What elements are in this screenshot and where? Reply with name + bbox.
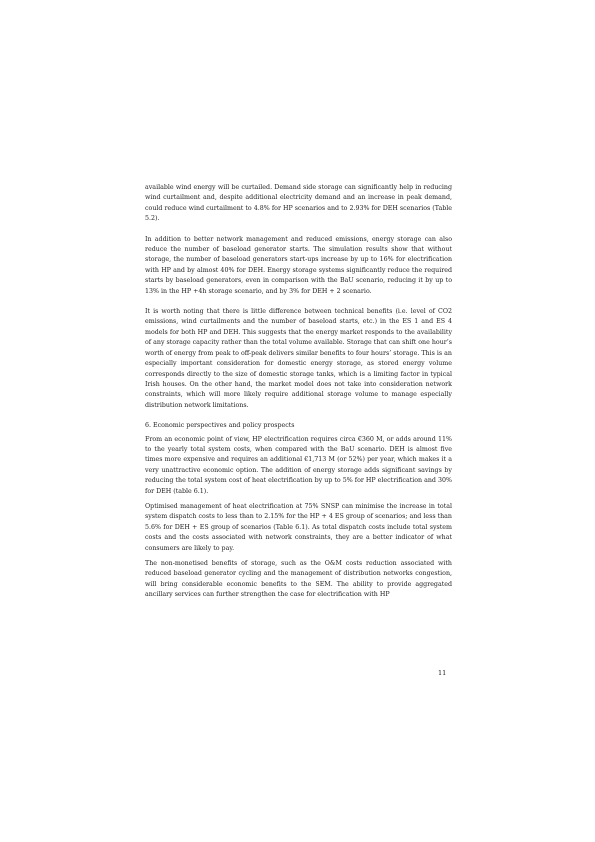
paragraph-economic-view: From an economic point of view, HP electrification requires circa €360 M, or adds around 11% to the yearly total system costs, when compared with the BaU scenario. DEH is almost five times more expensive and requires an additional €1,713 M (or 52%) per year, which makes it a very unattractive economic option. The addition of energy storage adds significant savings by reducing the total system cost of heat electrification by up to 5% for HP electrification and 30% for DEH (table 6.1). <box>145 435 452 495</box>
section-heading: 6. Economic perspectives and policy prospects <box>145 422 295 430</box>
paragraph-wind-curtailment: available wind energy will be curtailed. Demand side storage can significantly help in reducing wind curtailment and, despite additional electricity demand and an increase in peak demand, could reduce wind curtailment to 4.8% for HP scenarios and to 2.93% for DEH scenarios (Table 5.2). <box>145 184 452 223</box>
paragraph-non-monetised-benefits: The non-monetised benefits of storage, such as the O&M costs reduction associated with reduced baseload generator cycling and the management of distribution networks congestion, will bring considerable economic benefits to the SEM. The ability to provide aggregated ancillary services can further strengthen the case for electrification with HP <box>145 560 452 599</box>
page-body <box>145 183 452 606</box>
paragraph-optimised-management: Optimised management of heat electrification at 75% SNSP can minimise the increase in total system dispatch costs to less than to 2.15% for the HP + 4 ES group of scenarios; and less than 5.6% for DEH + ES group of scenarios (Table 6.1). As total dispatch costs include total system costs and the costs associated with network constraints, they are a better indicator of what consumers are likely to pay. <box>145 502 452 552</box>
paragraph-technical-benefits: It is worth noting that there is little difference between technical benefits (i.e. level of CO2 emissions, wind curtailments and the number of baseload starts, etc.) in the ES 1 and ES 4 models for both HP and DEH. This suggests that the energy market responds to the availability of any storage capacity rather than the total volume available. Storage that can shift one hour’s worth of energy from peak to off-peak delivers similar benefits to four hours’ storage. This is an especially important consideration for domestic energy storage, as stored energy volume corresponds directly to the size of domestic storage tanks, which is a limiting factor in typical Irish houses. On the other hand, the market model does not take into consideration network constraints, which will more likely require additional storage volume to manage especially distribution network limitations. <box>145 308 452 409</box>
paragraph-baseload-starts: In addition to better network management and reduced emissions, energy storage can also reduce the number of baseload generator starts. The simulation results show that without storage, the number of baseload generators start-ups increase by up to 16% for electrification with HP and by almost 40% for DEH. Energy storage systems significantly reduce the required starts by baseload generators, even in comparison with the BaU scenario, reducing it by up to 13% in the HP +4h storage scenario, and by 3% for DEH + 2 scenario. <box>145 235 452 295</box>
page-number: 11 <box>438 669 447 677</box>
